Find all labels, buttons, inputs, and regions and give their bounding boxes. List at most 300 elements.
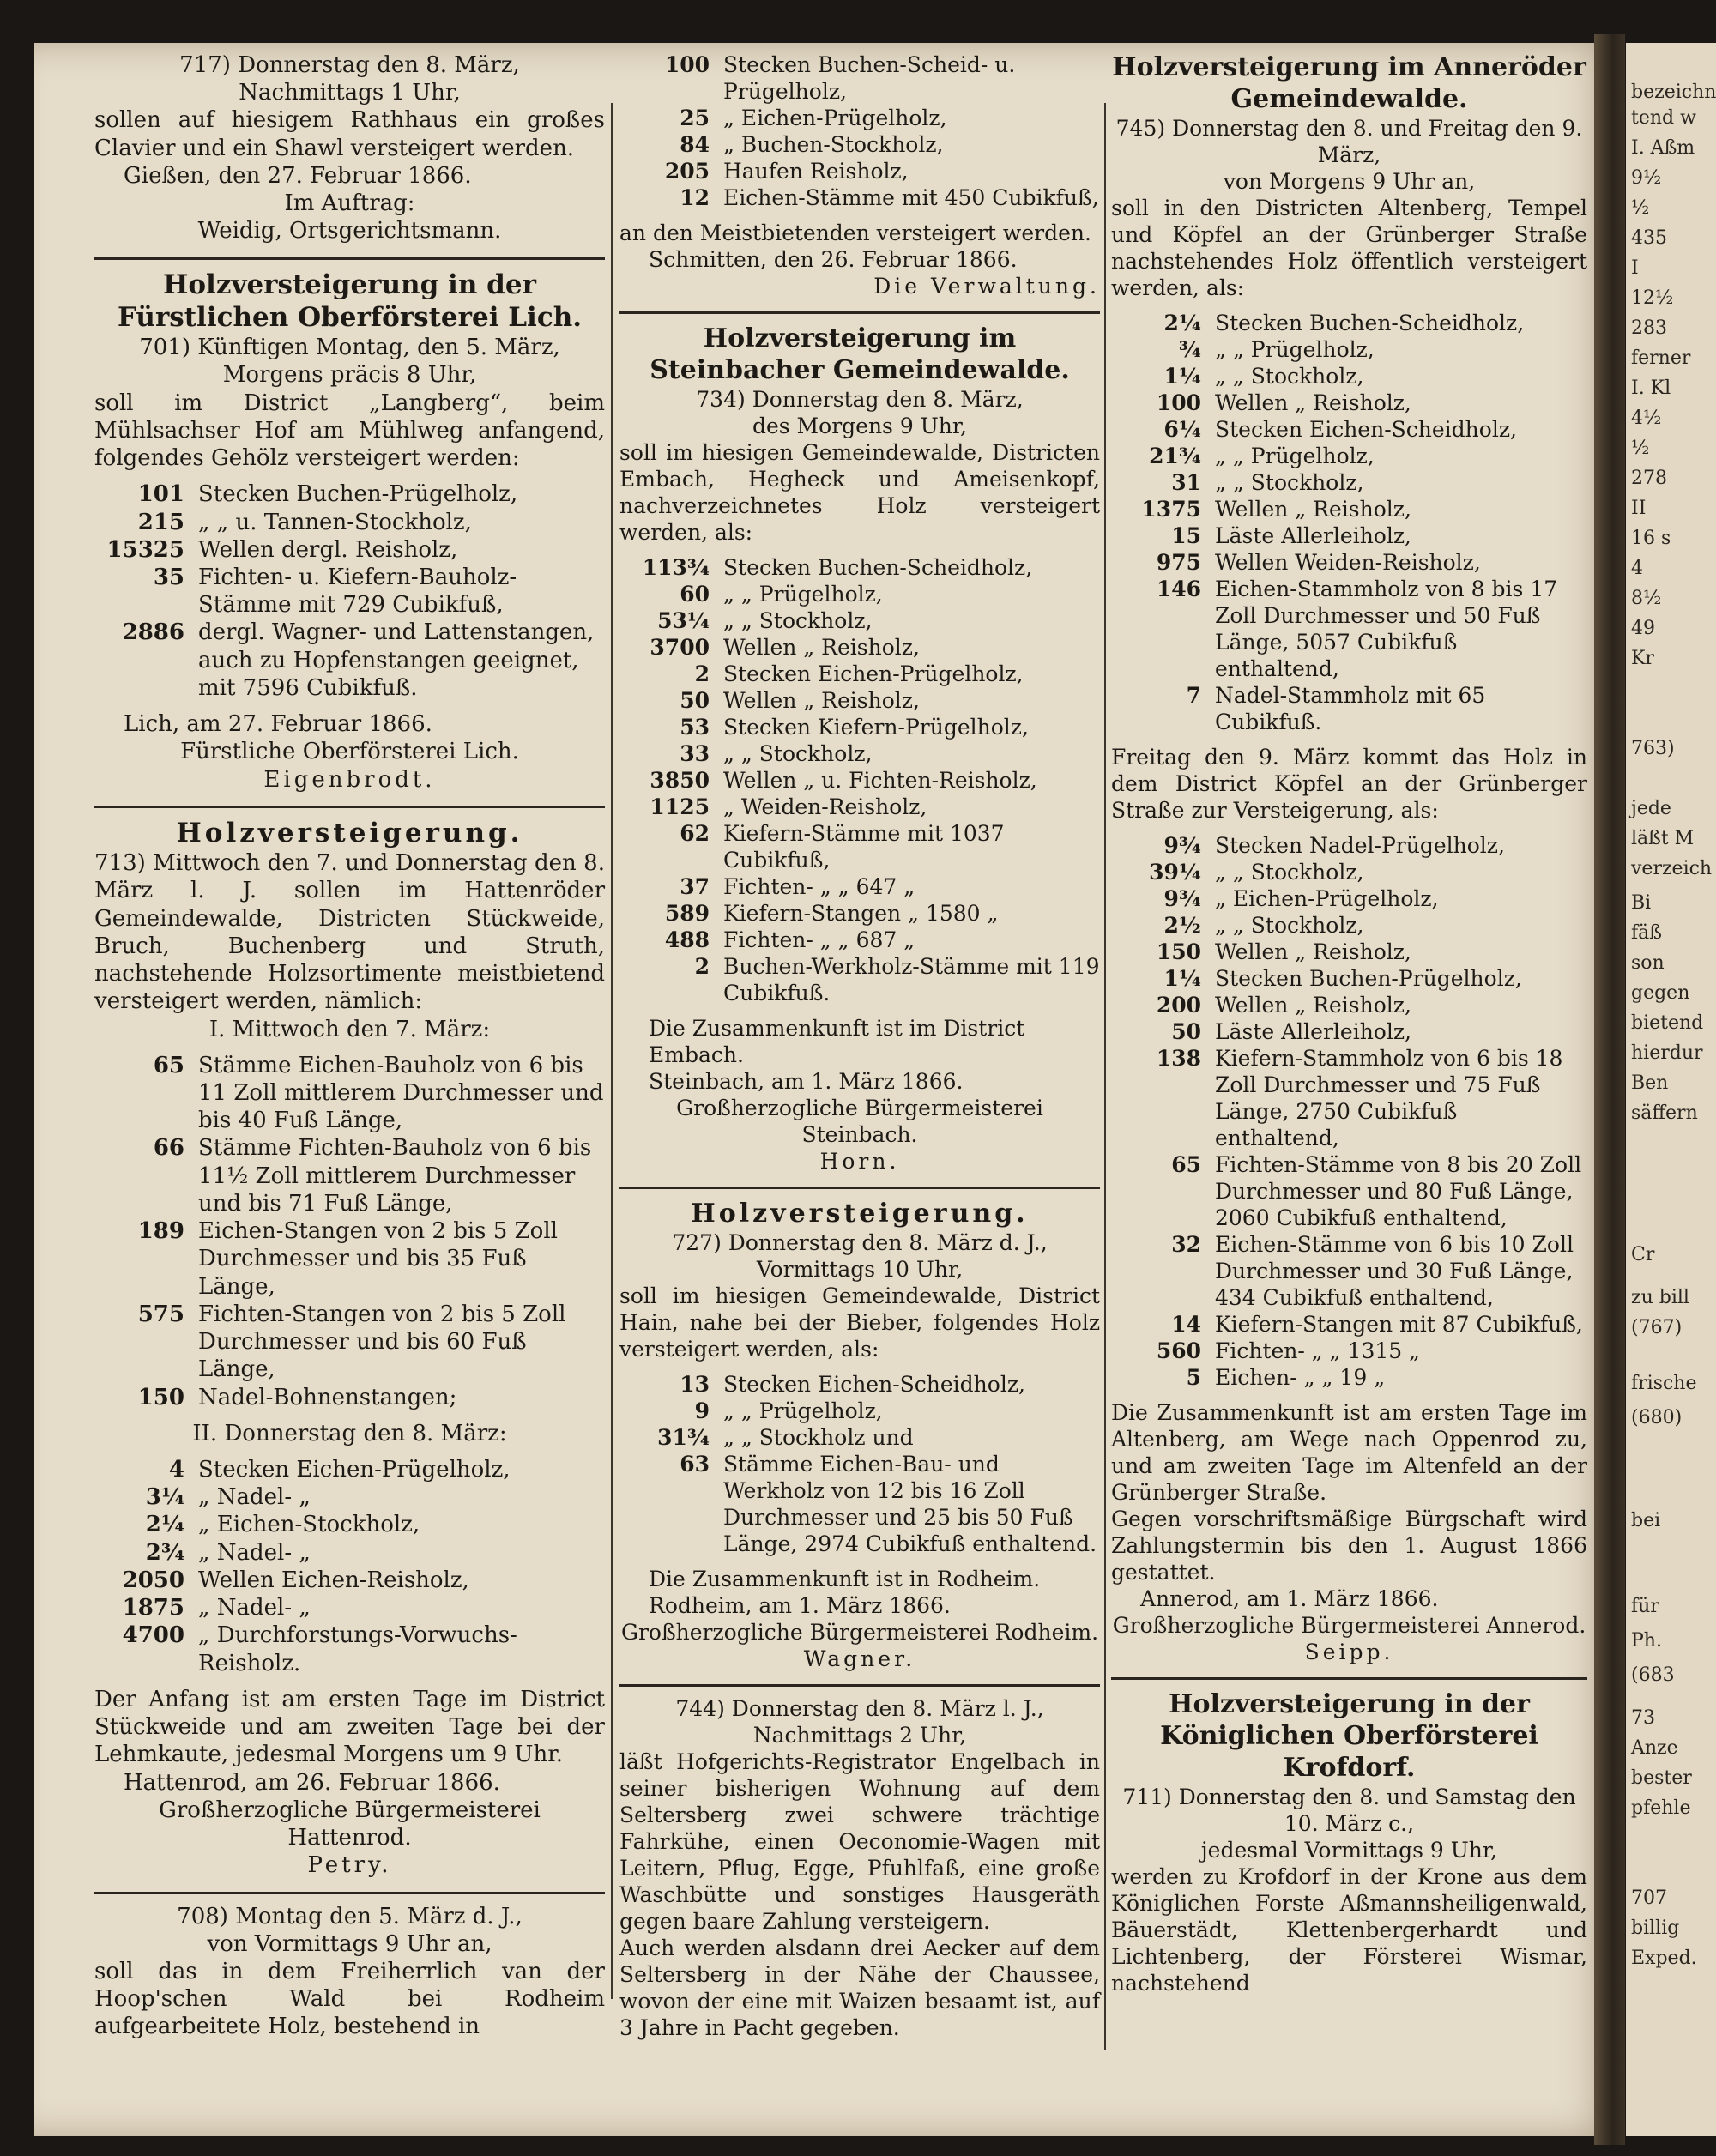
lot-row [94, 1217, 605, 1301]
lot-row [619, 131, 1100, 158]
lot-quantity: 2 [694, 954, 710, 979]
lot-description: Stecken Eichen-Prügelholz, [198, 1457, 511, 1483]
lot-description: Eichen-Stämme mit 450 Cubikfuß, [723, 185, 1099, 210]
notice-line: sollen auf hiesigem Rathhaus ein großes Clavier und ein Shawl versteigert werden. [94, 107, 605, 161]
column-rule-2 [1104, 103, 1106, 2050]
lot-row [1111, 1231, 1587, 1311]
notice-line: des Morgens 9 Uhr, [752, 414, 968, 438]
lot-row [1111, 682, 1587, 735]
adjacent-page-fragment: bietend [1631, 1012, 1704, 1034]
lot-quantity: 39¼ [1149, 860, 1201, 885]
lot-row [1111, 1311, 1587, 1338]
lot-quantity: 138 [1156, 1046, 1201, 1071]
lot-quantity: 32 [1171, 1232, 1201, 1257]
notice-line: Rodheim, am 1. März 1866. [649, 1593, 951, 1618]
lot-row [619, 953, 1100, 1006]
lot-quantity: 84 [680, 132, 710, 157]
adjacent-page-fragment: bei [1631, 1510, 1661, 1531]
adjacent-page-fragment: 8½ [1631, 588, 1662, 609]
adjacent-page-edge [1626, 43, 1716, 2136]
lot-description: Nadel-Bohnenstangen; [198, 1384, 457, 1410]
notice-line: Nachmittags 1 Uhr, [239, 80, 461, 106]
lot-description: „ „ Stockholz, [1215, 470, 1364, 495]
lot-description: „ Eichen-Prügelholz, [723, 106, 947, 130]
adjacent-page-fragment: 4½ [1631, 408, 1662, 429]
adjacent-page-fragment: 435 [1631, 227, 1667, 249]
notice-line: Horn. [819, 1149, 900, 1174]
lot-row [619, 581, 1100, 607]
lot-description: Fichten- „ „ 1315 „ [1215, 1338, 1421, 1363]
lot-description: „ „ Prügelholz, [1215, 337, 1375, 362]
lot-row [94, 509, 605, 536]
lot-row [619, 740, 1100, 767]
lot-quantity: 66 [153, 1135, 184, 1162]
adjacent-page-fragment: läßt M [1631, 828, 1695, 849]
lot-description: Stämme Fichten-Bauholz von 6 bis 11½ Zoll mittlerem Durchmesser und bis 71 Fuß Länge, [198, 1135, 592, 1217]
lot-quantity: 14 [1171, 1312, 1201, 1337]
notice-block [619, 1695, 1100, 2041]
lot-row [1111, 1018, 1587, 1045]
lot-row [94, 1483, 605, 1511]
adjacent-page-fragment: für [1631, 1596, 1659, 1617]
lot-quantity: 200 [1156, 993, 1201, 1018]
lot-quantity: 21¾ [1149, 444, 1201, 468]
notice-line: I. Mittwoch den 7. März: [208, 1016, 491, 1042]
lot-description: Wellen dergl. Reisholz, [198, 536, 458, 563]
notice-line: Gießen, den 27. Februar 1866. [124, 162, 472, 189]
notice-line: werden zu Krofdorf in der Krone aus dem Königlichen Forste Aßmannsheiligenwald, Bäuerstädt, Klettenbergerhardt und Lichtenberg, der Försterei Wismar, nachstehend [1111, 1864, 1587, 1996]
lot-description: „ Buchen-Stockholz, [723, 132, 944, 157]
section-divider [619, 1684, 1100, 1687]
lot-quantity: 589 [664, 901, 710, 926]
lot-description: Wellen „ u. Fichten-Reisholz, [723, 768, 1037, 793]
notice-line: Großherzogliche Bürgermeisterei Rodheim. [620, 1620, 1099, 1645]
lot-row [1111, 992, 1587, 1018]
notice-block [1111, 744, 1587, 824]
notice-line: 727) Donnerstag den 8. März d. J., [672, 1230, 1048, 1255]
lot-row [1111, 336, 1587, 363]
lot-description: Stecken Kiefern-Prügelholz, [723, 715, 1029, 740]
lot-row [94, 1301, 605, 1384]
notice-block [94, 334, 605, 472]
notice-line: Petry. [307, 1852, 392, 1879]
lot-quantity: 100 [664, 52, 710, 77]
lot-quantity: 2050 [122, 1567, 184, 1593]
notice-line: 711) Donnerstag den 8. und Samstag den 10. März c., [1122, 1785, 1576, 1836]
lot-quantity: 50 [1171, 1019, 1201, 1044]
adjacent-page-fragment: jede [1631, 798, 1671, 819]
lot-quantity: 25 [680, 106, 710, 130]
lot-description: „ Nadel- „ [198, 1539, 311, 1566]
lot-quantity: 31¾ [657, 1425, 710, 1450]
lot-quantity: 53¼ [657, 608, 710, 633]
lot-quantity: 2½ [1163, 913, 1201, 938]
adjacent-page-fragment: son [1631, 952, 1665, 974]
lot-row [619, 634, 1100, 661]
notice-line: Nachmittags 2 Uhr, [752, 1723, 967, 1748]
lot-description: Fichten- „ „ 687 „ [723, 927, 915, 952]
lot-row [1111, 522, 1587, 549]
notice-line: Seipp. [1304, 1640, 1394, 1664]
lot-description: Stecken Eichen-Scheidholz, [723, 1372, 1025, 1397]
notice-block [1111, 115, 1587, 301]
lot-quantity: 113¾ [642, 555, 710, 580]
notice-line: von Vormittags 9 Uhr an, [207, 1930, 492, 1957]
lot-description: „ „ Stockholz, [723, 608, 873, 633]
lot-description: „ Weiden-Reisholz, [723, 794, 927, 819]
lot-description: Stecken Buchen-Prügelholz, [198, 481, 518, 508]
section-divider [94, 806, 605, 808]
notice-line: an den Meistbietenden versteigert werden. [619, 220, 1091, 245]
column-2 [619, 51, 1100, 2050]
lot-row [1111, 859, 1587, 885]
lot-row [94, 536, 605, 564]
lot-quantity: 3850 [650, 768, 710, 793]
lot-row [1111, 1364, 1587, 1391]
lot-row [619, 767, 1100, 794]
lot-row [619, 687, 1100, 714]
lot-row [1111, 390, 1587, 416]
lot-row [619, 661, 1100, 687]
lot-quantity: 150 [137, 1384, 184, 1410]
lot-row [1111, 363, 1587, 390]
lot-row [94, 1622, 605, 1676]
lot-row [619, 927, 1100, 953]
notice-line: 745) Donnerstag den 8. und Freitag den 9. März, [1115, 116, 1583, 167]
notice-block [619, 386, 1100, 546]
lot-quantity: 12 [680, 185, 710, 210]
adjacent-page-fragment: ½ [1631, 438, 1650, 459]
lot-quantity: 2¼ [1163, 311, 1201, 335]
lot-description: „ „ Prügelholz, [723, 582, 883, 607]
lot-quantity: 4 [168, 1457, 184, 1483]
notice-line: 744) Donnerstag den 8. März l. J., [675, 1696, 1044, 1721]
lot-row [619, 1451, 1100, 1557]
lot-quantity: 560 [1156, 1338, 1201, 1363]
lot-quantity: 2 [694, 661, 710, 686]
adjacent-page-fragment: tend w [1631, 107, 1696, 129]
lot-quantity: 150 [1156, 939, 1201, 964]
lot-quantity: 7 [1186, 683, 1201, 708]
section-heading: Holzversteigerung. [176, 817, 523, 849]
lot-row [1111, 469, 1587, 496]
notice-line: Wagner. [803, 1646, 916, 1671]
lot-list [619, 554, 1100, 1006]
lot-description: „ Nadel- „ [198, 1484, 311, 1511]
lot-row [94, 1456, 605, 1483]
lot-row [1111, 832, 1587, 859]
lot-description: Wellen „ Reisholz, [723, 688, 920, 713]
notice-line: Weidig, Ortsgerichtsmann. [197, 218, 502, 245]
lot-description: Kiefern-Stämme mit 1037 Cubikfuß, [723, 821, 1005, 873]
lot-quantity: 31 [1171, 470, 1201, 495]
lot-quantity: 189 [137, 1218, 184, 1245]
lot-description: Eichen- „ „ 19 „ [1215, 1365, 1386, 1390]
notice-line: Die Zusammenkunft ist am ersten Tage im Altenberg, am Wege nach Oppenrod zu, und am zweiten Tage im Altenfeld an der Grünberger Straße. [1111, 1400, 1587, 1505]
notice-line: 734) Donnerstag den 8. März, [696, 387, 1024, 412]
lot-row [94, 1511, 605, 1538]
section-divider [1111, 1677, 1587, 1680]
lot-description: „ Eichen-Stockholz, [198, 1512, 420, 1538]
notice-line: Die Zusammenkunft ist in Rodheim. [649, 1567, 1041, 1591]
lot-description: Stecken Buchen-Scheidholz, [1215, 311, 1525, 335]
adjacent-page-fragment: zu bill [1631, 1287, 1689, 1308]
lot-quantity: 65 [1171, 1152, 1201, 1177]
section-divider [619, 1187, 1100, 1189]
notice-line: Lich, am 27. Februar 1866. [124, 711, 432, 738]
lot-row [1111, 576, 1587, 682]
lot-quantity: 53 [680, 715, 710, 740]
lot-row [94, 480, 605, 508]
adjacent-page-fragment: 763) [1631, 738, 1675, 759]
lot-quantity: 9 [694, 1398, 710, 1423]
notice-line: Der Anfang ist am ersten Tage im District Stückweide und am zweiten Tage bei der Lehmkaute, jedesmal Morgens um 9 Uhr. [94, 1686, 605, 1768]
lot-list [94, 1052, 605, 1411]
lot-row [619, 105, 1100, 131]
lot-row [619, 1424, 1100, 1451]
adjacent-page-fragment: Bi [1631, 892, 1652, 914]
lot-description: „ „ Stockholz, [723, 741, 873, 766]
adjacent-page-fragment: (767) [1631, 1317, 1683, 1338]
notice-line: Großherzogliche Bürgermeisterei Hattenrod. [159, 1797, 541, 1851]
adjacent-page-fragment: fäß [1631, 922, 1662, 944]
lot-row [94, 1052, 605, 1135]
adjacent-page-fragment: ½ [1631, 197, 1650, 219]
notice-line: soll in den Districten Altenberg, Tempel und Köpfel an der Grünberger Straße nachstehendes Holz öffentlich versteigert werden, als: [1111, 196, 1587, 300]
lot-quantity: 5 [1186, 1365, 1201, 1390]
lot-description: Haufen Reisholz, [723, 159, 909, 184]
notice-block [94, 1903, 605, 2041]
notice-block [94, 710, 605, 794]
lot-quantity: 9¾ [1163, 833, 1201, 858]
notice-line: Eigenbrodt. [263, 766, 436, 793]
notice-line: Auch werden alsdann drei Aecker auf dem Seltersberg in der Nähe der Chaussee, wovon der eine mit Waizen besaamt ist, auf 3 Jahre in Pacht gegeben. [619, 1936, 1100, 2040]
lot-quantity: ¾ [1178, 337, 1201, 362]
lot-description: Fichten-Stangen von 2 bis 5 Zoll Durchmesser und bis 60 Fuß Länge, [198, 1301, 566, 1383]
section-divider [94, 1892, 605, 1894]
lot-quantity: 63 [680, 1452, 710, 1477]
adjacent-page-fragment: 707 [1631, 1887, 1667, 1909]
lot-row [619, 714, 1100, 740]
section-heading: Holzversteigerung in der Fürstlichen Oberförsterei Lich. [117, 269, 583, 333]
adjacent-page-fragment: Exped. [1631, 1948, 1697, 1969]
lot-description: Stecken Eichen-Scheidholz, [1215, 417, 1517, 442]
lot-description: Buchen-Werkholz-Stämme mit 119 Cubikfuß. [723, 954, 1100, 1006]
book-spine [1594, 34, 1625, 2145]
lot-quantity: 1375 [1141, 497, 1201, 522]
notice-line: soll im District „Langberg“, beim Mühlsachser Hof am Mühlweg anfangend, folgendes Gehölz versteigert werden: [94, 390, 605, 472]
lot-description: „ Eichen-Prügelholz, [1215, 886, 1439, 911]
lot-list [619, 51, 1100, 211]
lot-row [1111, 310, 1587, 336]
lot-description: Eichen-Stangen von 2 bis 5 Zoll Durchmesser und bis 35 Fuß Länge, [198, 1218, 558, 1300]
lot-row [1111, 549, 1587, 576]
section-heading: Holzversteigerung. [691, 1199, 1029, 1229]
lot-quantity: 15 [1171, 523, 1201, 548]
lot-description: Fichten- „ „ 647 „ [723, 874, 915, 899]
adjacent-page-fragment: billig [1631, 1917, 1680, 1939]
lot-description: Stecken Nadel-Prügelholz, [1215, 833, 1505, 858]
notice-block [1111, 1784, 1587, 1996]
notice-line: jedesmal Vormittags 9 Uhr, [1200, 1838, 1498, 1863]
lot-quantity: 2¼ [145, 1512, 184, 1538]
lot-row [619, 794, 1100, 820]
notice-line: läßt Hofgerichts-Registrator Engelbach in seiner bisherigen Wohnung auf dem Seltersberg zwei schwere trächtige Fahrkühe, einen Oeconomie-Wagen mit Leitern, Pflug, Egge, Pfuhlfaß, eine große Waschbütte und sonstiges Hausgeräth gegen baare Zahlung versteigern. [619, 1749, 1100, 1934]
lot-quantity: 2¾ [145, 1539, 184, 1566]
notice-line: Freitag den 9. März kommt das Holz in dem District Köpfel an der Grünberger Straße zur Versteigerung, als: [1111, 745, 1587, 823]
section-heading: Holzversteigerung im Anneröder Gemeindewalde. [1112, 52, 1586, 114]
lot-row [1111, 885, 1587, 912]
lot-description: Wellen „ Reisholz, [1215, 497, 1411, 522]
lot-row [94, 1134, 605, 1217]
column-3 [1111, 51, 1587, 2005]
notice-line: Annerod, am 1. März 1866. [1140, 1586, 1439, 1611]
lot-row [1111, 965, 1587, 992]
lot-description: Läste Allerleiholz, [1215, 1019, 1411, 1044]
adjacent-page-fragment: I [1631, 257, 1639, 279]
adjacent-page-fragment: verzeich [1631, 858, 1713, 879]
lot-quantity: 33 [680, 741, 710, 766]
adjacent-page-fragment: bester [1631, 1767, 1692, 1789]
lot-row [1111, 1045, 1587, 1151]
lot-quantity: 146 [1156, 577, 1201, 601]
adjacent-page-fragment: Kr [1631, 648, 1654, 669]
lot-row [1111, 496, 1587, 522]
lot-quantity: 9¾ [1163, 886, 1201, 911]
lot-list [94, 480, 605, 702]
lot-row [94, 619, 605, 702]
lot-description: Stecken Buchen-Prügelholz, [1215, 966, 1522, 991]
adjacent-page-fragment: 12½ [1631, 287, 1674, 309]
notice-line: Gegen vorschriftsmäßige Bürgschaft wird Zahlungstermin bis den 1. August 1866 gestattet. [1111, 1507, 1587, 1585]
notice-block [619, 1015, 1100, 1175]
lot-quantity: 6¼ [1163, 417, 1201, 442]
adjacent-page-fragment: 283 [1631, 317, 1667, 339]
lot-description: „ Nadel- „ [198, 1595, 311, 1622]
section-heading: Holzversteigerung in der Königlichen Oberförsterei Krofdorf. [1160, 1689, 1538, 1783]
notice-line: soll im hiesigen Gemeindewalde, Districten Embach, Hegheck und Ameisenkopf, nachverzeichnetes Holz versteigert werden, als: [619, 440, 1100, 545]
adjacent-page-fragment: 278 [1631, 468, 1667, 489]
notice-line: 713) Mittwoch den 7. und Donnerstag den 8. März l. J. sollen im Hattenröder Gemeindewalde, Districten Stückweide, Bruch, Buchenberg und Struth, nachstehende Holzsortimente meistbietend versteigert werden, nämlich: [94, 850, 605, 1015]
notice-block [619, 1566, 1100, 1672]
adjacent-page-fragment: gegen [1631, 982, 1690, 1004]
lot-row [1111, 912, 1587, 939]
adjacent-page-fragment: I. Aßm [1631, 137, 1695, 159]
lot-description: „ „ Stockholz, [1215, 860, 1364, 885]
lot-quantity: 65 [153, 1052, 184, 1078]
lot-description: „ „ Stockholz, [1215, 913, 1364, 938]
lot-row [94, 1539, 605, 1567]
lot-row [1111, 443, 1587, 469]
notice-line: Hattenrod, am 26. Februar 1866. [124, 1769, 500, 1796]
lot-description: Wellen Weiden-Reisholz, [1215, 550, 1481, 575]
notice-line: Schmitten, den 26. Februar 1866. [649, 247, 1018, 272]
lot-description: Wellen „ Reisholz, [1215, 939, 1411, 964]
lot-quantity: 205 [664, 159, 710, 184]
lot-description: „ „ Stockholz, [1215, 364, 1364, 389]
notice-line: Im Auftrag: [284, 190, 415, 217]
lot-description: Kiefern-Stammholz von 6 bis 18 Zoll Durchmesser und 75 Fuß Länge, 2750 Cubikfuß enthaltend, [1215, 1046, 1563, 1150]
adjacent-page-fragment: (683 [1631, 1664, 1675, 1686]
lot-row [1111, 939, 1587, 965]
notice-block [1111, 1399, 1587, 1665]
lot-description: Fichten-Stämme von 8 bis 20 Zoll Durchmesser und 80 Fuß Länge, 2060 Cubikfuß enthaltend, [1215, 1152, 1582, 1230]
notice-line: Großherzogliche Bürgermeisterei Annerod. [1112, 1613, 1586, 1638]
lot-quantity: 3700 [650, 635, 710, 660]
lot-description: Stecken Eichen-Prügelholz, [723, 661, 1024, 686]
lot-row [619, 900, 1100, 927]
notice-line: 701) Künftigen Montag, den 5. März, [139, 335, 560, 361]
notice-block [94, 849, 605, 1043]
section-divider [619, 311, 1100, 314]
notice-line: II. Donnerstag den 8. März: [192, 1420, 507, 1446]
lot-row [619, 607, 1100, 634]
lot-quantity: 215 [137, 509, 184, 535]
notice-block [619, 1229, 1100, 1362]
lot-list [1111, 832, 1587, 1391]
lot-description: Wellen „ Reisholz, [723, 635, 920, 660]
notice-line: Großherzogliche Bürgermeisterei Steinbach. [676, 1096, 1043, 1147]
section-heading: Holzversteigerung im Steinbacher Gemeindewalde. [650, 323, 1070, 385]
notice-line: Vormittags 10 Uhr, [756, 1257, 964, 1282]
notice-block [619, 220, 1100, 299]
lot-quantity: 62 [680, 821, 710, 846]
adjacent-page-fragment: Ph. [1631, 1630, 1662, 1652]
notice-line: Fürstliche Oberförsterei Lich. [180, 739, 519, 765]
adjacent-page-fragment: II [1631, 498, 1647, 519]
notice-line: soll im hiesigen Gemeindewalde, District Hain, nahe bei der Bieber, folgendes Holz versteigert werden, als: [619, 1283, 1100, 1362]
adjacent-page-fragment: hierdur [1631, 1042, 1703, 1064]
lot-description: Wellen Eichen-Reisholz, [198, 1567, 469, 1593]
lot-row [619, 51, 1100, 105]
adjacent-page-fragment: Anze [1631, 1737, 1678, 1759]
lot-description: „ „ u. Tannen-Stockholz, [198, 509, 472, 535]
lot-description: „ „ Stockholz und [723, 1425, 914, 1450]
lot-quantity: 15325 [106, 536, 184, 563]
adjacent-page-fragment: frische [1631, 1373, 1697, 1394]
lot-row [1111, 416, 1587, 443]
lot-quantity: 2886 [122, 619, 184, 646]
lot-description: Eichen-Stammholz von 8 bis 17 Zoll Durchmesser und 50 Fuß Länge, 5057 Cubikfuß enthaltend, [1215, 577, 1558, 681]
lot-row [94, 1567, 605, 1594]
lot-description: „ „ Prügelholz, [723, 1398, 883, 1423]
lot-description: Stämme Eichen-Bau- und Werkholz von 12 bis 16 Zoll Durchmesser und 25 bis 50 Fuß Länge, 2974 Cubikfuß enthaltend. [723, 1452, 1097, 1556]
notice-line: Steinbach, am 1. März 1866. [649, 1069, 964, 1094]
adjacent-page-fragment: ferner [1631, 347, 1691, 369]
lot-list [94, 1456, 605, 1677]
notice-line: soll das in dem Freiherrlich van der Hoop'schen Wald bei Rodheim aufgearbeitete Holz, bestehend in [94, 1959, 605, 2040]
notice-line: Die Verwaltung. [873, 274, 1100, 299]
adjacent-page-fragment: 73 [1631, 1707, 1655, 1729]
lot-row [619, 1398, 1100, 1424]
lot-description: Stämme Eichen-Bauholz von 6 bis 11 Zoll mittlerem Durchmesser und bis 40 Fuß Länge, [198, 1052, 604, 1134]
lot-row [619, 820, 1100, 873]
section-divider [94, 257, 605, 260]
adjacent-page-fragment: 9½ [1631, 167, 1662, 189]
adjacent-page-fragment: Ben [1631, 1072, 1669, 1094]
lot-quantity: 4700 [122, 1622, 184, 1649]
adjacent-page-fragment: Cr [1631, 1244, 1655, 1265]
lot-quantity: 13 [680, 1372, 710, 1397]
adjacent-page-fragment: pfehle [1631, 1797, 1691, 1819]
lot-description: „ „ Prügelholz, [1215, 444, 1375, 468]
lot-description: Wellen „ Reisholz, [1215, 993, 1411, 1018]
lot-quantity: 1125 [650, 794, 710, 819]
notice-line: von Morgens 9 Uhr an, [1223, 169, 1476, 194]
lot-row [619, 184, 1100, 211]
lot-quantity: 37 [680, 874, 710, 899]
lot-quantity: 575 [137, 1301, 184, 1327]
